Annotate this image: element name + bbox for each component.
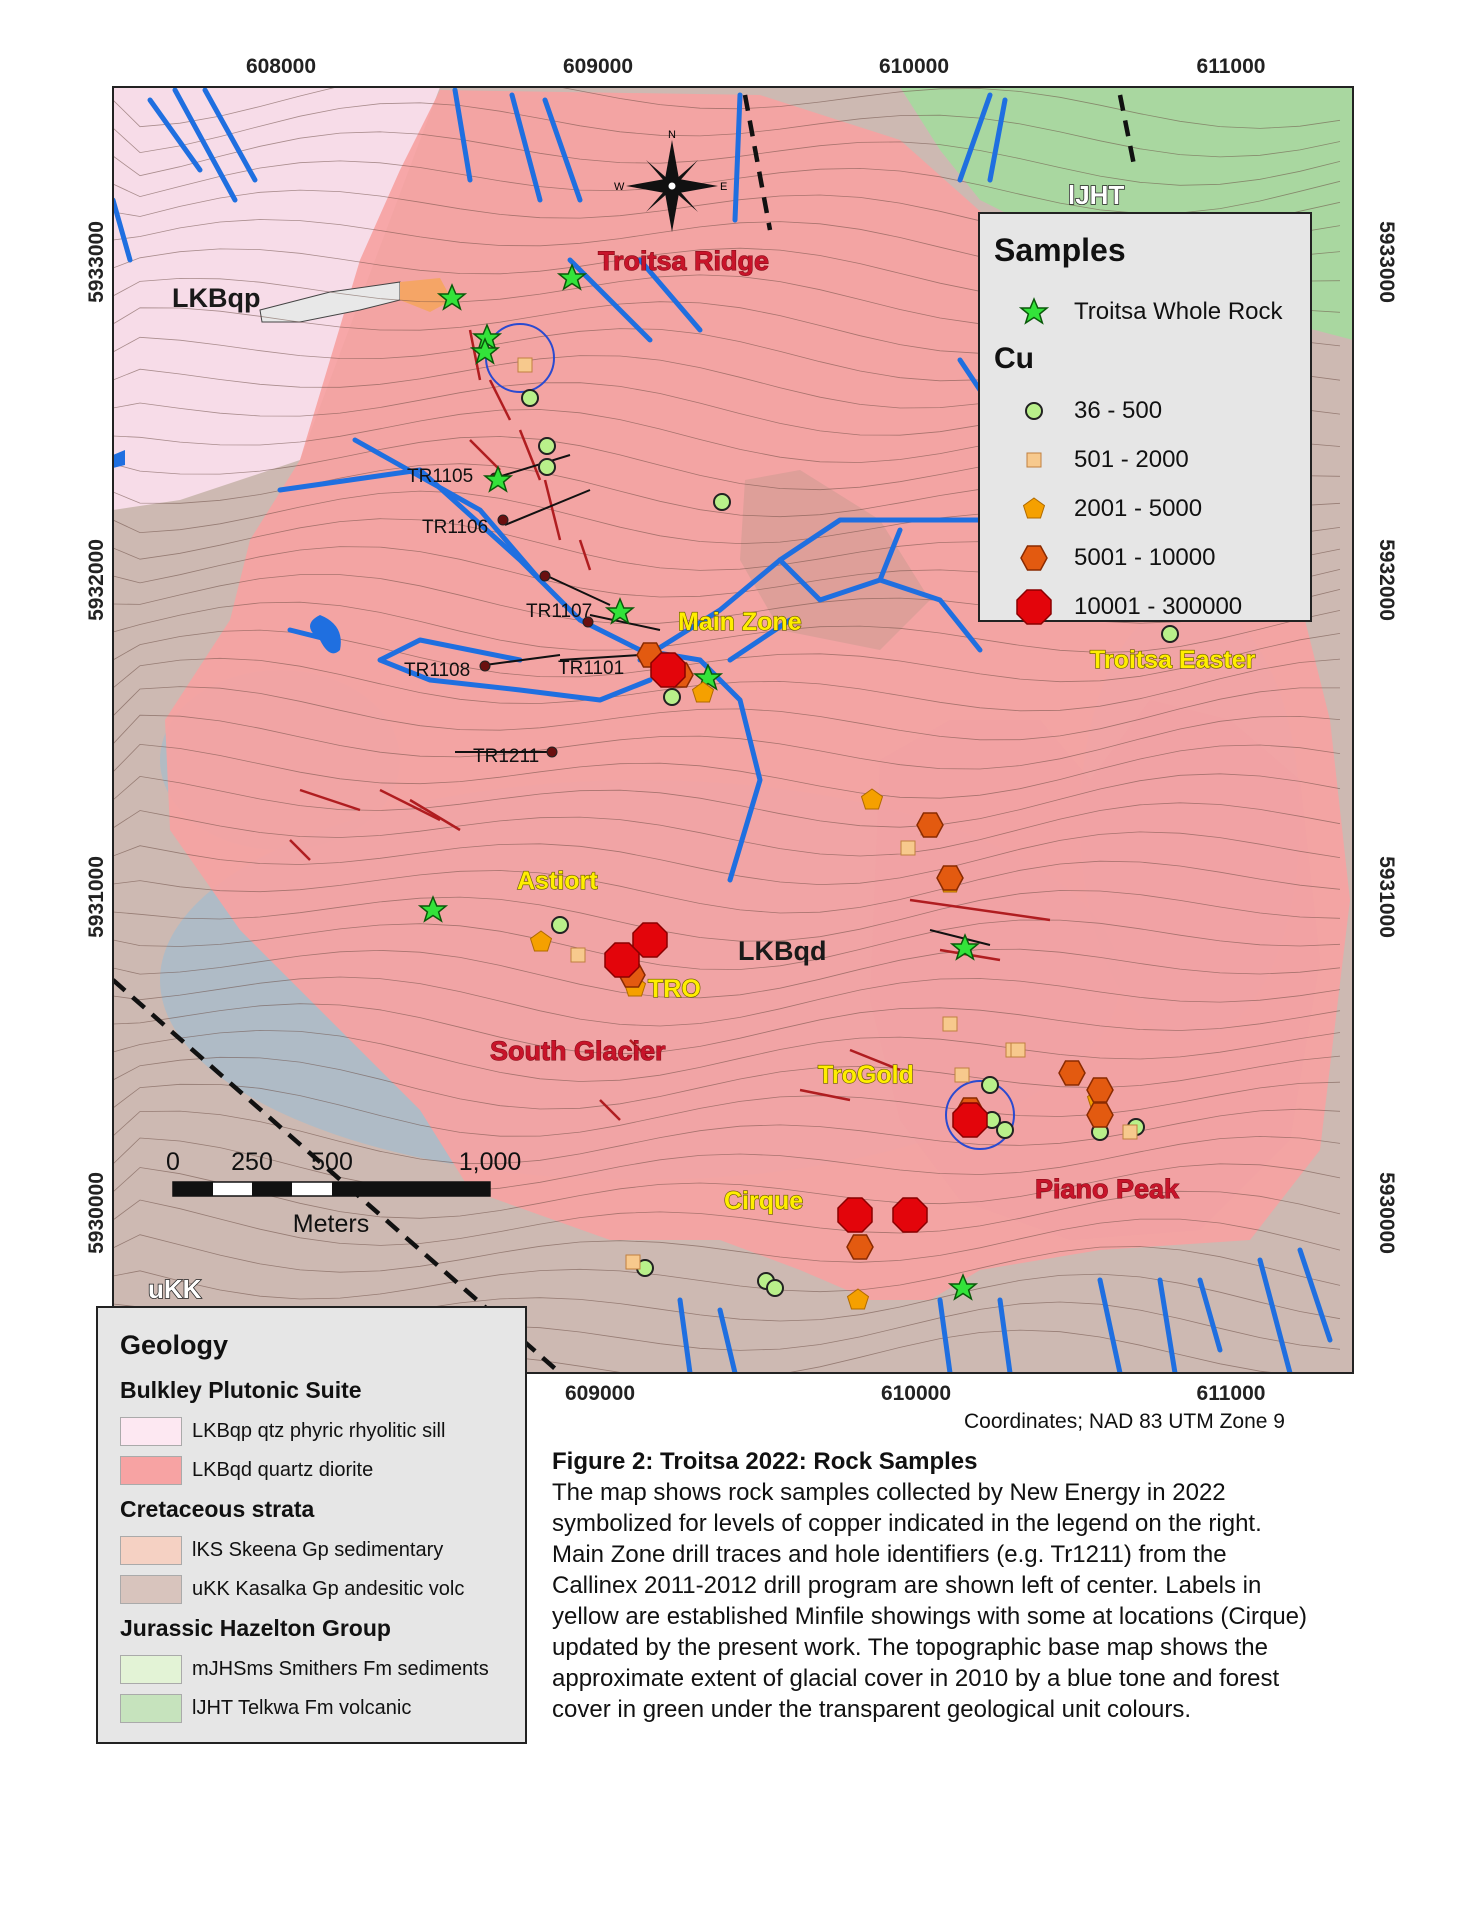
sample-square-marker: [943, 1017, 957, 1031]
geology-swatch: [120, 1575, 182, 1604]
x-tick-top: 609000: [562, 55, 634, 78]
sample-circle-marker: [767, 1280, 783, 1296]
legend-row-cu: [994, 533, 1296, 582]
coordinates-note: Coordinates; NAD 83 UTM Zone 9: [964, 1410, 1285, 1433]
place-piano-peak: Piano Peak: [1035, 1174, 1180, 1204]
drill-hole-label: TR1108: [404, 660, 471, 681]
legend-row-cu: [994, 484, 1296, 533]
sample-circle-marker: [982, 1077, 998, 1093]
y-tick-left: 5931000: [85, 856, 108, 938]
drill-hole-label: TR1106: [422, 517, 489, 538]
y-tick-left: 5930000: [85, 1172, 108, 1254]
x-tick-top: 608000: [245, 55, 317, 78]
geology-group-title: Bulkley Plutonic Suite: [120, 1377, 362, 1403]
sample-circle-marker: [539, 438, 555, 454]
cu-class-label: 36 - 500: [1074, 396, 1163, 424]
svg-text:W: W: [614, 181, 625, 193]
y-tick-right: 5931000: [1375, 856, 1398, 938]
sample-square-marker: [626, 1255, 640, 1269]
cu-class-label: 5001 - 10000: [1074, 543, 1216, 571]
samples-legend-title: Samples: [994, 232, 1126, 268]
svg-text:0: 0: [166, 1148, 180, 1176]
geology-swatch: [120, 1655, 182, 1684]
octagon-icon: [994, 587, 1074, 627]
cu-class-label: 10001 - 300000: [1074, 592, 1243, 620]
drill-hole-label: TR1101: [558, 658, 625, 679]
sample-circle-marker: [539, 459, 555, 475]
geology-unit-label: lKS Skeena Gp sedimentary: [192, 1539, 444, 1561]
place-tro: TRO: [648, 975, 701, 1003]
lkbqd-unit-area: [870, 700, 1320, 1240]
geology-unit-row: [120, 1412, 503, 1451]
sample-circle-marker: [714, 494, 730, 510]
x-tick-top: 611000: [1196, 55, 1266, 78]
y-tick-left: 5932000: [85, 539, 108, 621]
sample-octagon-marker: [605, 943, 639, 977]
place-main-zone: Main Zone: [678, 608, 802, 636]
x-tick-bottom: 610000: [880, 1382, 952, 1405]
svg-text:Meters: Meters: [292, 1210, 370, 1238]
x-tick-bottom: 609000: [564, 1382, 636, 1405]
y-tick-left: 5933000: [85, 221, 108, 303]
geology-group-title: Cretaceous strata: [120, 1496, 315, 1522]
unit-label-ijht: lJHT: [1068, 180, 1125, 210]
circle-icon: [994, 391, 1074, 431]
legend-row-cu: [994, 435, 1296, 484]
y-tick-right: 5933000: [1375, 221, 1398, 303]
x-tick-bottom: 611000: [1196, 1382, 1266, 1405]
geology-unit-row: [120, 1451, 503, 1490]
pentagon-icon: [994, 489, 1074, 529]
drill-hole-label: TR1107: [526, 601, 593, 622]
geology-unit-row: [120, 1531, 503, 1570]
sample-octagon-marker: [651, 653, 685, 687]
place-astiort: Astiort: [517, 867, 598, 895]
sample-octagon-marker: [953, 1103, 987, 1137]
geology-unit-label: lJHT Telkwa Fm volcanic: [192, 1697, 412, 1719]
geology-legend: [96, 1306, 527, 1744]
sample-hexagon-marker: [1087, 1078, 1113, 1102]
legend-row-whole-rock: [994, 287, 1296, 336]
square-icon: [994, 440, 1074, 480]
geology-groups: [120, 1377, 503, 1728]
caption-body: The map shows rock samples collected by New Energy in 2022 symbolized for levels of copper indicated in the legend on the right. Main Zone drill traces and hole identifiers (e.g. Tr1211) from the Callinex 2011-2012 drill program are shown left of center. Labels in yellow are established Minfile showings with some at locations (Cirque) updated by the present work. The topographic base map shows the approximate extent of glacial cover in 2010 by a blue tone and forest cover in green under the transparent geological unit colours.: [552, 1479, 1308, 1723]
sample-square-marker: [901, 841, 915, 855]
sample-circle-marker: [997, 1122, 1013, 1138]
sample-hexagon-marker: [1059, 1061, 1085, 1085]
geology-group-title: Jurassic Hazelton Group: [120, 1615, 391, 1641]
drill-hole-label: TR1211: [473, 746, 540, 767]
place-troitsa-easter: Troitsa Easter: [1090, 646, 1256, 674]
cu-class-label: 501 - 2000: [1074, 445, 1189, 473]
svg-text:E: E: [720, 181, 728, 193]
whole-rock-label: Troitsa Whole Rock: [1074, 297, 1283, 325]
geology-swatch: [120, 1456, 182, 1485]
place-trogold: TroGold: [818, 1061, 914, 1089]
sample-square-marker: [518, 358, 532, 372]
sample-octagon-marker: [893, 1198, 927, 1232]
svg-text:N: N: [668, 129, 676, 141]
geology-unit-row: [120, 1650, 503, 1689]
sample-hexagon-marker: [937, 866, 963, 890]
geology-swatch: [120, 1536, 182, 1565]
y-tick-right: 5932000: [1375, 539, 1398, 621]
figure-caption: [552, 1446, 1312, 1725]
legend-row-cu: [994, 386, 1296, 435]
geology-unit-row: [120, 1689, 503, 1728]
legend-row-cu: [994, 582, 1296, 631]
geology-unit-row: [120, 1570, 503, 1609]
sample-hexagon-marker: [917, 813, 943, 837]
cu-title: Cu: [994, 342, 1034, 375]
geology-swatch: [120, 1417, 182, 1446]
drill-hole-label: TR1105: [407, 466, 474, 487]
caption-title: Figure 2: Troitsa 2022: Rock Samples: [552, 1448, 978, 1475]
place-south-glacier: South Glacier: [490, 1036, 666, 1066]
sample-octagon-marker: [838, 1198, 872, 1232]
sample-square-marker: [1123, 1125, 1137, 1139]
star-icon: [994, 292, 1074, 332]
y-tick-right: 5930000: [1375, 1172, 1398, 1254]
sample-square-marker: [571, 948, 585, 962]
cu-class-label: 2001 - 5000: [1074, 494, 1203, 522]
sample-circle-marker: [664, 689, 680, 705]
geology-unit-label: LKBqd quartz diorite: [192, 1459, 374, 1481]
svg-text:1,000: 1,000: [458, 1148, 522, 1176]
samples-legend: [978, 212, 1312, 622]
hexagon-icon: [994, 538, 1074, 578]
geology-unit-label: uKK Kasalka Gp andesitic volc: [192, 1578, 465, 1600]
place-troitsa-ridge: Troitsa Ridge: [598, 246, 770, 276]
geology-legend-title: Geology: [120, 1330, 229, 1360]
geology-unit-label: LKBqp qtz phyric rhyolitic sill: [192, 1420, 446, 1442]
sample-circle-marker: [522, 390, 538, 406]
place-cirque: Cirque: [724, 1187, 804, 1215]
sample-square-marker: [1011, 1043, 1025, 1057]
svg-text:500: 500: [311, 1148, 353, 1176]
unit-label-ukk: uKK: [148, 1274, 202, 1304]
geology-unit-label: mJHSms Smithers Fm sediments: [192, 1658, 489, 1680]
sample-circle-marker: [552, 917, 568, 933]
svg-text:250: 250: [231, 1148, 273, 1176]
sample-square-marker: [955, 1068, 969, 1082]
geology-swatch: [120, 1694, 182, 1723]
unit-label-lkbqd: LKBqd: [738, 936, 827, 966]
sample-hexagon-marker: [1087, 1103, 1113, 1127]
sample-hexagon-marker: [847, 1235, 873, 1259]
x-tick-top: 610000: [878, 55, 950, 78]
unit-label-lkbqp: LKBqp: [172, 283, 261, 313]
